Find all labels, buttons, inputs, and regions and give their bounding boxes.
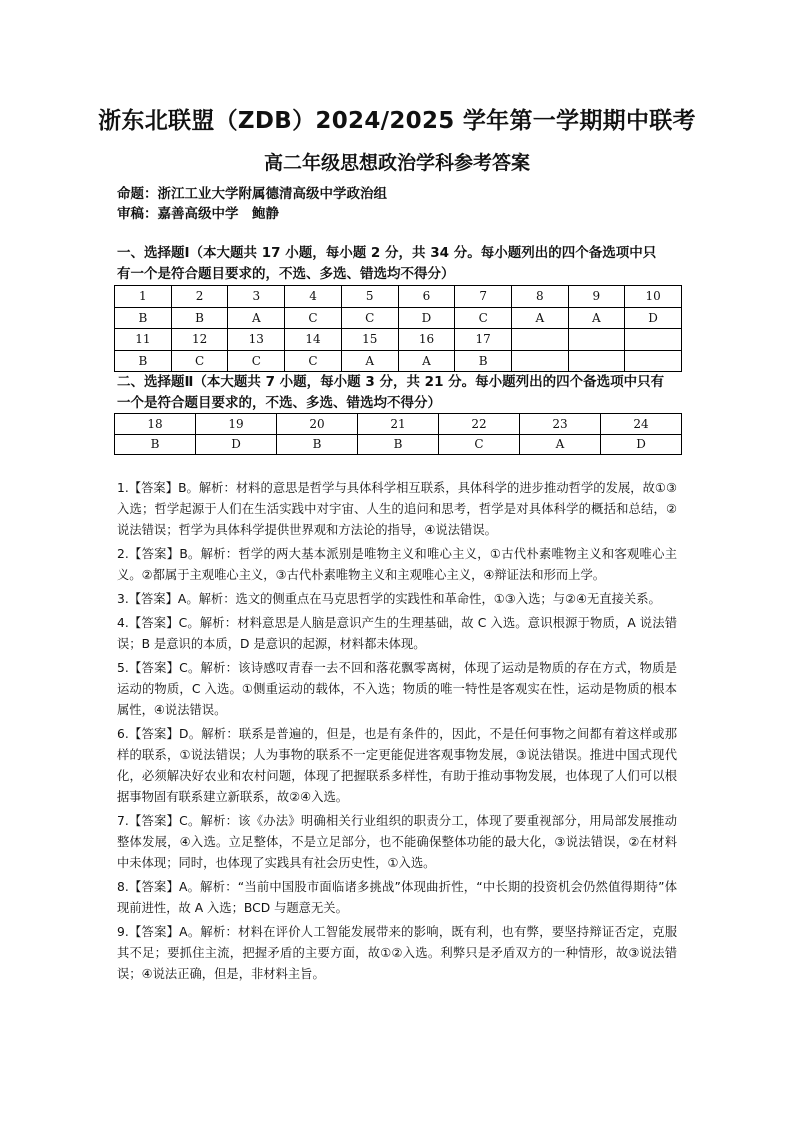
question-number: 19 — [196, 414, 277, 435]
question-number — [625, 329, 682, 351]
question-number: 4 — [285, 286, 342, 308]
question-number: 1 — [115, 286, 172, 308]
answer-cell: D — [601, 434, 682, 455]
section2-answer-table — [114, 413, 682, 455]
answer-cell: B — [455, 350, 512, 372]
question-number: 17 — [455, 329, 512, 351]
answer-cell: C — [341, 307, 398, 329]
question-number: 5 — [341, 286, 398, 308]
answer-cell: C — [455, 307, 512, 329]
question-number — [512, 329, 569, 351]
page-title: 浙东北联盟（ZDB）2024/2025 学年第一学期期中联考 — [98, 108, 696, 134]
answer-cell: A — [520, 434, 601, 455]
explanations-list — [117, 478, 677, 988]
answer-cell: D — [625, 307, 682, 329]
table-row — [115, 434, 682, 455]
explanation-item: 1.【答案】B。解析：材料的意思是哲学与具体科学相互联系，具体科学的进步推动哲学的发展，故①③入选；哲学起源于人们在生活实践中对宇宙、人生的追问和思考，哲学是对具体科学的概括和总结，②说法错误；哲学为具体科学提供世界观和方法论的指导，④说法错误。 — [117, 481, 677, 537]
answer-cell: B — [115, 307, 172, 329]
section2-heading — [117, 372, 682, 414]
answer-cell — [512, 350, 569, 372]
answer-cell: B — [277, 434, 358, 455]
question-number: 21 — [358, 414, 439, 435]
explanation-item: 9.【答案】A。解析：材料在评价人工智能发展带来的影响，既有利，也有弊，要坚持辩证否定，克服其不足；要抓住主流，把握矛盾的主要方面，故①②入选。利弊只是矛盾双方的一种情形，故③说法错误；④说法正确，但是，非材料主旨。 — [117, 925, 677, 981]
answer-cell: C — [171, 350, 228, 372]
table-row — [115, 350, 682, 372]
answer-cell: B — [358, 434, 439, 455]
table-row — [115, 307, 682, 329]
answer-cell: B — [115, 350, 172, 372]
section1-heading — [117, 243, 682, 285]
question-number: 24 — [601, 414, 682, 435]
question-number: 6 — [398, 286, 455, 308]
question-number: 20 — [277, 414, 358, 435]
explanation-item: 5.【答案】C。解析：该诗感叹青春一去不回和落花飘零离树，体现了运动是物质的存在方式，物质是运动的物质，C 入选。①侧重运动的载体，不入选；物质的唯一特性是客观实在性，运动是物质的根本属性，④说法错误。 — [117, 661, 677, 717]
section2-heading-line2: 一个是符合题目要求的，不选、多选、错选均不得分） — [117, 395, 441, 411]
answer-cell: A — [341, 350, 398, 372]
explanation-item: 2.【答案】B。解析：哲学的两大基本派别是唯物主义和唯心主义，①古代朴素唯物主义和客观唯心主义。②都属于主观唯心主义，③古代朴素唯物主义和主观唯心主义，④辩证法和形而上学。 — [117, 547, 677, 582]
question-number: 14 — [285, 329, 342, 351]
answer-cell: C — [228, 350, 285, 372]
question-number: 18 — [115, 414, 196, 435]
answer-cell: A — [228, 307, 285, 329]
question-number: 2 — [171, 286, 228, 308]
question-number: 3 — [228, 286, 285, 308]
answer-cell: B — [115, 434, 196, 455]
section1-answer-table — [114, 285, 682, 372]
explanation-item: 6.【答案】D。解析：联系是普遍的，但是，也是有条件的，因此，不是任何事物之间都有着这样或那样的联系，①说法错误；人为事物的联系不一定更能促进客观事物发展，③说法错误。推进中国式现代化，必须解决好农业和农村问题，体现了把握联系多样性，有助于推动事物发展，也体现了人们可以根据事物固有联系建立新联系，故②④入选。 — [117, 727, 677, 804]
table-row — [115, 414, 682, 435]
author-line: 命题：浙江工业大学附属德清高级中学政治组 — [117, 186, 387, 202]
question-number: 15 — [341, 329, 398, 351]
question-number: 10 — [625, 286, 682, 308]
answer-cell: A — [568, 307, 625, 329]
table-row — [115, 329, 682, 351]
answer-cell: D — [398, 307, 455, 329]
answer-cell: A — [398, 350, 455, 372]
question-number — [568, 329, 625, 351]
question-number: 23 — [520, 414, 601, 435]
section1-heading-line1: 一、选择题Ⅰ（本大题共 17 小题，每小题 2 分，共 34 分。每小题列出的四个备选项中只 — [117, 245, 657, 261]
explanation-item: 4.【答案】C。解析：材料意思是人脑是意识产生的生理基础，故 C 入选。意识根源于物质，A 说法错误；B 是意识的本质，D 是意识的起源，材料都未体现。 — [117, 616, 677, 651]
question-number: 11 — [115, 329, 172, 351]
explanation-item: 3.【答案】A。解析：选文的侧重点在马克思哲学的实践性和革命性，①③入选；与②④无直接关系。 — [117, 592, 661, 606]
explanation-item: 7.【答案】C。解析：该《办法》明确相关行业组织的职责分工，体现了要重视部分，用局部发展推动整体发展，④入选。立足整体，不是立足部分，也不能确保整体功能的最大化，③说法错误，②在材料中未体现；同时，也体现了实践具有社会历史性，①入选。 — [117, 814, 677, 870]
page-subtitle: 高二年级思想政治学科参考答案 — [263, 152, 530, 174]
question-number: 22 — [439, 414, 520, 435]
question-number: 13 — [228, 329, 285, 351]
answer-cell: D — [196, 434, 277, 455]
table-row — [115, 286, 682, 308]
answer-cell: C — [439, 434, 520, 455]
question-number: 9 — [568, 286, 625, 308]
answer-cell — [568, 350, 625, 372]
question-number: 12 — [171, 329, 228, 351]
question-number: 16 — [398, 329, 455, 351]
question-number: 7 — [455, 286, 512, 308]
explanation-item: 8.【答案】A。解析：“当前中国股市面临诸多挑战”体现曲折性，“中长期的投资机会仍然值得期待”体现前进性，故 A 入选；BCD 与题意无关。 — [117, 880, 677, 915]
answer-cell: A — [512, 307, 569, 329]
answer-cell: B — [171, 307, 228, 329]
answer-cell: C — [285, 350, 342, 372]
answer-cell — [625, 350, 682, 372]
reviewer-line: 审稿：嘉善高级中学 鲍静 — [117, 206, 279, 222]
question-number: 8 — [512, 286, 569, 308]
answer-cell: C — [285, 307, 342, 329]
section2-heading-line1: 二、选择题Ⅱ（本大题共 7 小题，每小题 3 分，共 21 分。每小题列出的四个备选项中只有 — [117, 374, 665, 390]
section1-heading-line2: 有一个是符合题目要求的，不选、多选、错选均不得分） — [117, 266, 455, 282]
